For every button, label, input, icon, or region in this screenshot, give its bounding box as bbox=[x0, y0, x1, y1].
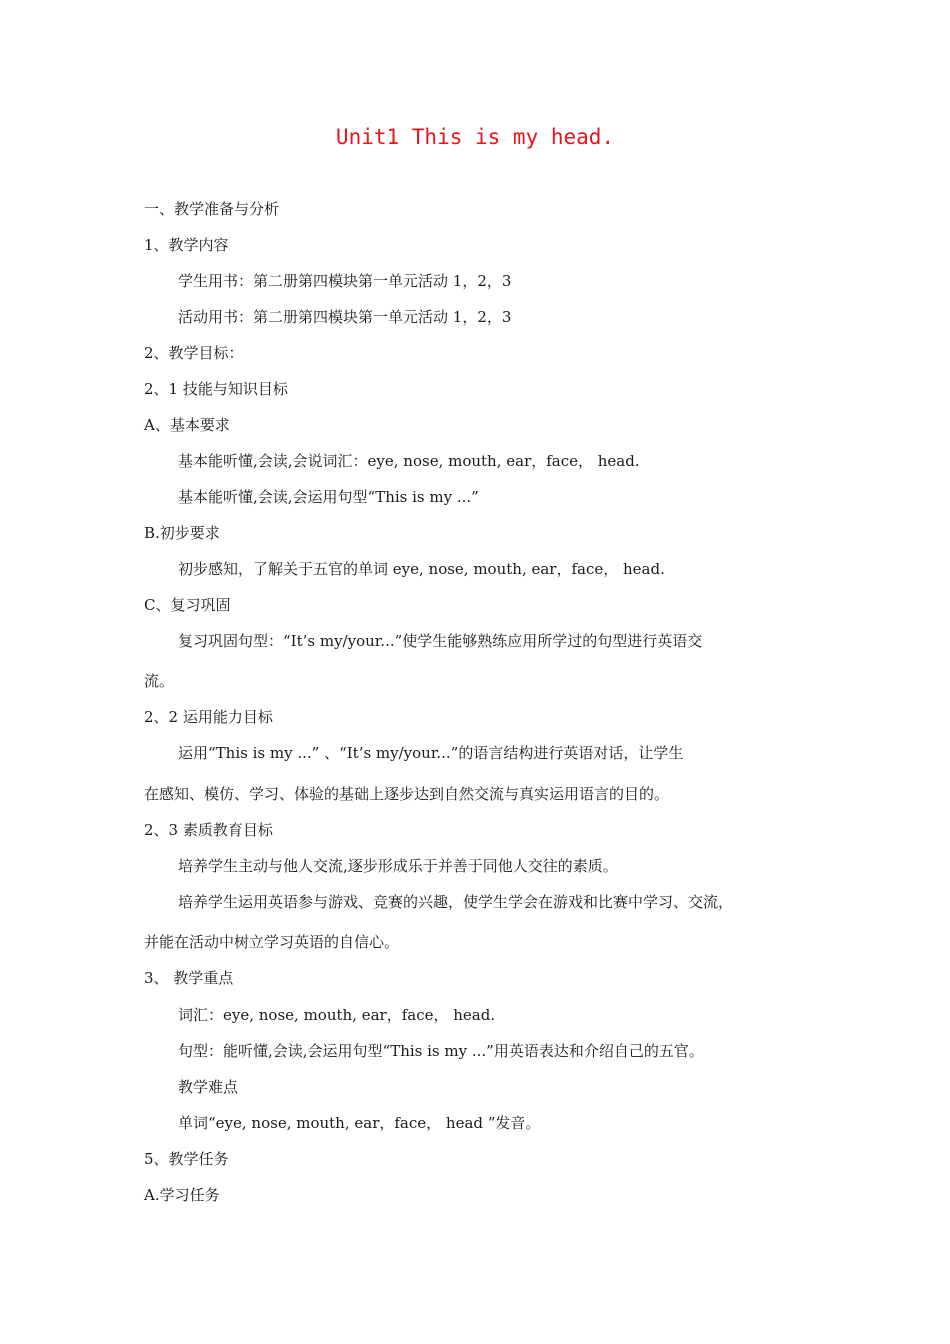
paragraph: 活动用书：第二册第四模块第一单元活动 1，2，3 bbox=[178, 308, 512, 326]
paragraph: 教学难点 bbox=[178, 1078, 239, 1096]
paragraph: 基本能听懂,会读,会说词汇：eye, nose, mouth, ear，face， head. bbox=[178, 452, 640, 470]
paragraph: 复习巩固句型：“It’s my/your...”使学生能够熟练应用所学过的句型进行英语交 bbox=[178, 632, 703, 650]
paragraph: 学生用书：第二册第四模块第一单元活动 1，2，3 bbox=[178, 272, 512, 290]
section-heading: 一、教学准备与分析 bbox=[144, 200, 280, 218]
paragraph: 单词“eye, nose, mouth, ear，face， head ”发音。 bbox=[178, 1114, 541, 1132]
subsection-heading: 2、教学目标： bbox=[144, 344, 244, 362]
paragraph: 培养学生主动与他人交流,逐步形成乐于并善于同他人交往的素质。 bbox=[178, 857, 618, 875]
subsection-heading: 5、教学任务 bbox=[144, 1150, 229, 1168]
paragraph-continuation: 在感知、模仿、学习、体验的基础上逐步达到自然交流与真实运用语言的目的。 bbox=[144, 785, 670, 803]
paragraph: 词汇：eye, nose, mouth, ear，face， head. bbox=[178, 1006, 496, 1024]
paragraph: 基本能听懂,会读,会运用句型“This is my ...” bbox=[178, 488, 479, 506]
paragraph: 初步感知，了解关于五官的单词 eye, nose, mouth, ear，face， head. bbox=[178, 560, 665, 578]
subsection-heading: C、复习巩固 bbox=[144, 596, 231, 614]
paragraph-continuation: 流。 bbox=[144, 672, 175, 690]
subsection-heading: A、基本要求 bbox=[144, 416, 230, 434]
paragraph: 运用“This is my ...” 、“It’s my/your...”的语言结构进行英语对话，让学生 bbox=[178, 744, 684, 762]
document-title: Unit1 This is my head. bbox=[335, 125, 615, 149]
subsection-heading: A.学习任务 bbox=[144, 1186, 220, 1204]
subsection-heading: 3、 教学重点 bbox=[144, 969, 234, 987]
subsection-heading: 2、3 素质教育目标 bbox=[144, 821, 273, 839]
subsection-heading: 1、教学内容 bbox=[144, 236, 229, 254]
paragraph-continuation: 并能在活动中树立学习英语的自信心。 bbox=[144, 933, 400, 951]
paragraph: 句型：能听懂,会读,会运用句型“This is my ...”用英语表达和介绍自己的五官。 bbox=[178, 1042, 704, 1060]
subsection-heading: 2、2 运用能力目标 bbox=[144, 708, 273, 726]
paragraph: 培养学生运用英语参与游戏、竞赛的兴趣，使学生学会在游戏和比赛中学习、交流， bbox=[178, 893, 734, 911]
subsection-heading: B.初步要求 bbox=[144, 524, 220, 542]
subsection-heading: 2、1 技能与知识目标 bbox=[144, 380, 288, 398]
